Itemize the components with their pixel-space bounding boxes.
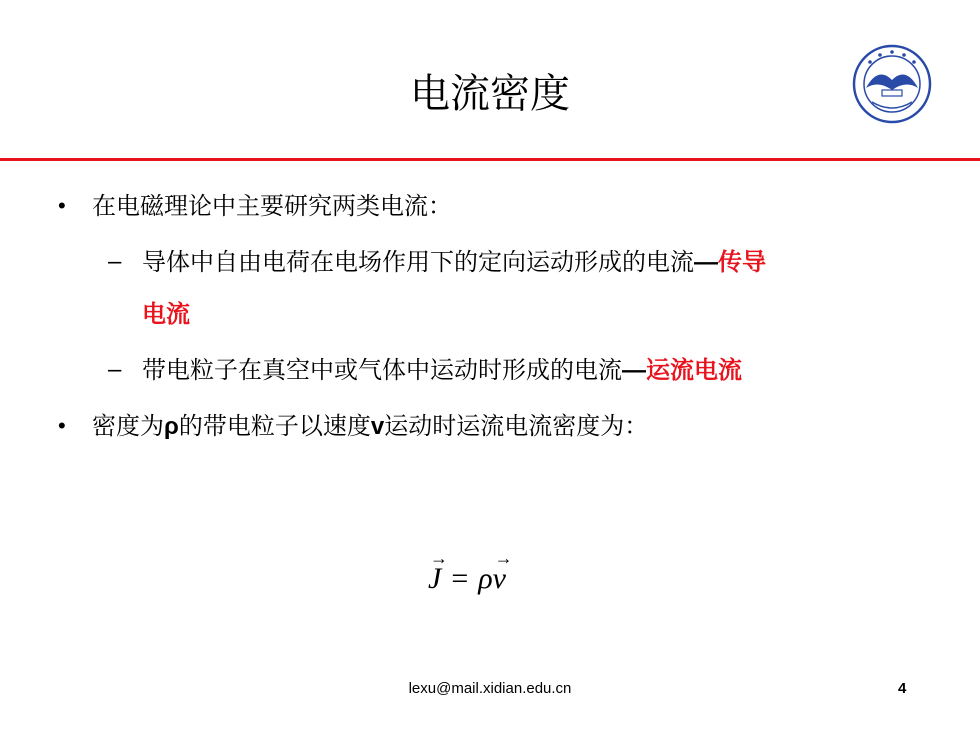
formula-v: v	[492, 562, 506, 595]
formula-vector-j	[428, 548, 448, 596]
bullet-1-text: 在电磁理论中主要研究两类电流：	[92, 192, 452, 220]
formula-vector-v	[492, 548, 513, 596]
sub-bullet-2	[142, 354, 742, 387]
bullet-2-text-b: 的带电粒子以速度	[178, 412, 371, 440]
vector-arrow: →	[494, 548, 513, 568]
bullet-marker: •	[58, 413, 66, 438]
sub-bullet-2-highlight: 运流电流	[646, 355, 742, 384]
bullet-2-text-a: 密度为	[92, 412, 164, 440]
sub-bullet-1	[142, 246, 766, 279]
sub-bullet-marker: –	[108, 248, 122, 275]
velocity-symbol: v	[370, 413, 385, 440]
sub-bullet-marker: –	[108, 356, 122, 383]
formula-equals: =	[451, 562, 469, 595]
vector-arrow: →	[430, 548, 448, 568]
page-number: 4	[898, 680, 907, 697]
sub-bullet-2-dash: —	[622, 357, 646, 384]
sub-bullet-1-highlight-continued: 电流	[142, 299, 190, 328]
bullet-1	[92, 190, 452, 222]
current-density-formula	[428, 548, 513, 596]
bullet-marker: •	[58, 193, 66, 218]
sub-bullet-1-dash: —	[694, 249, 718, 276]
sub-bullet-1-text: 导体中自由电荷在电场作用下的定向运动形成的电流	[142, 248, 694, 276]
footer-email: lexu@mail.xidian.edu.cn	[408, 680, 572, 697]
sub-bullet-2-text: 带电粒子在真空中或气体中运动时形成的电流	[142, 356, 622, 384]
bullet-2	[92, 410, 648, 443]
formula-rho: ρ	[478, 562, 493, 595]
slide-title: 电流密度	[410, 71, 570, 117]
university-seal-icon	[852, 44, 932, 124]
title-divider	[0, 158, 980, 161]
sub-bullet-1-highlight: 传导	[718, 247, 766, 276]
sub-bullet-1-continued	[142, 298, 190, 330]
formula-lhs: J	[428, 562, 442, 595]
bullet-2-text-c: 运动时运流电流密度为：	[384, 412, 649, 440]
rho-symbol: ρ	[164, 413, 179, 440]
